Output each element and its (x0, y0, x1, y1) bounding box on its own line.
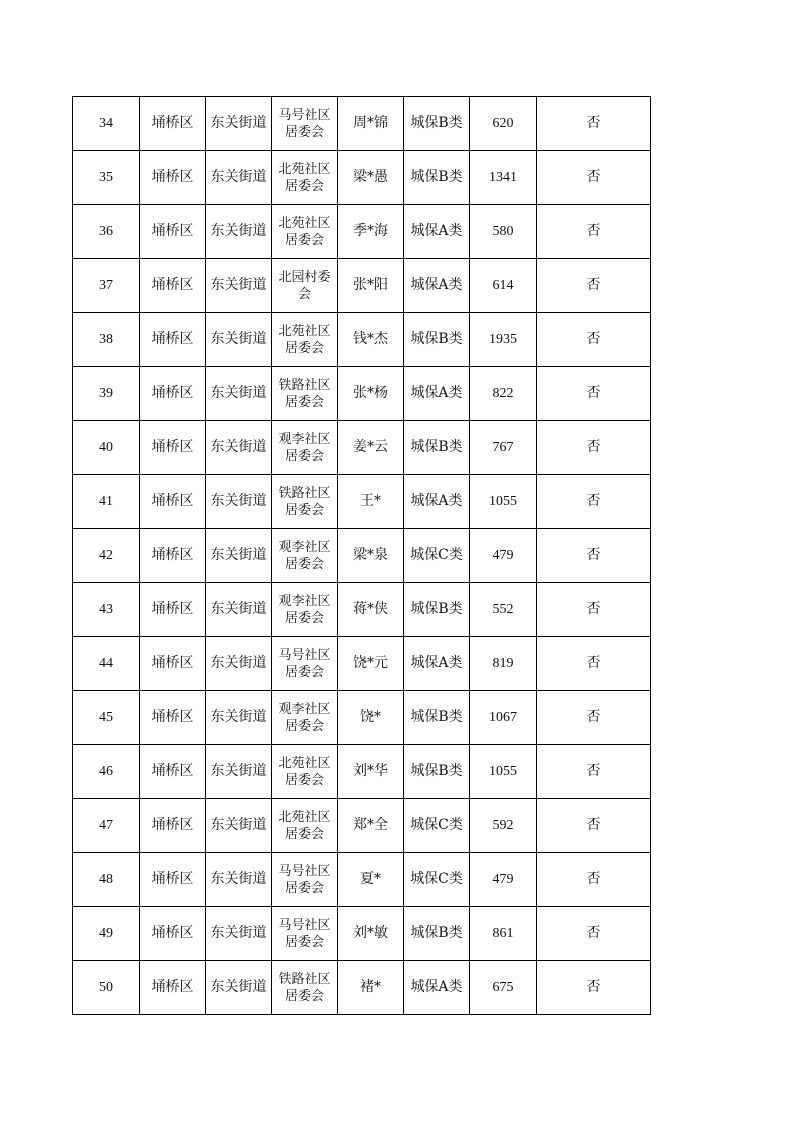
data-table (72, 96, 651, 1015)
street-cell: 东关街道 (206, 853, 272, 907)
row-number-cell: 38 (73, 313, 140, 367)
name-cell: 王* (338, 475, 404, 529)
name-cell: 褚* (338, 961, 404, 1015)
table-row (73, 313, 651, 367)
name-cell: 周*锦 (338, 97, 404, 151)
district-cell: 埇桥区 (140, 205, 206, 259)
category-cell: 城保A类 (404, 367, 470, 421)
flag-cell: 否 (537, 583, 651, 637)
street-cell: 东关街道 (206, 421, 272, 475)
table-row (73, 367, 651, 421)
community-cell: 观李社区居委会 (272, 421, 338, 475)
category-cell: 城保B类 (404, 151, 470, 205)
row-number-cell: 37 (73, 259, 140, 313)
category-cell: 城保B类 (404, 313, 470, 367)
row-number-cell: 46 (73, 745, 140, 799)
amount-cell: 620 (470, 97, 537, 151)
table-row (73, 475, 651, 529)
community-cell: 北苑社区居委会 (272, 205, 338, 259)
amount-cell: 819 (470, 637, 537, 691)
district-cell: 埇桥区 (140, 313, 206, 367)
flag-cell: 否 (537, 367, 651, 421)
community-cell: 观李社区居委会 (272, 583, 338, 637)
district-cell: 埇桥区 (140, 367, 206, 421)
community-cell: 马号社区居委会 (272, 97, 338, 151)
flag-cell: 否 (537, 205, 651, 259)
name-cell: 刘*华 (338, 745, 404, 799)
district-cell: 埇桥区 (140, 97, 206, 151)
table-row (73, 259, 651, 313)
category-cell: 城保B类 (404, 97, 470, 151)
amount-cell: 822 (470, 367, 537, 421)
table-row (73, 907, 651, 961)
flag-cell: 否 (537, 421, 651, 475)
street-cell: 东关街道 (206, 907, 272, 961)
district-cell: 埇桥区 (140, 637, 206, 691)
community-cell: 北园村委会 (272, 259, 338, 313)
amount-cell: 767 (470, 421, 537, 475)
name-cell: 夏* (338, 853, 404, 907)
category-cell: 城保B类 (404, 421, 470, 475)
name-cell: 梁*愚 (338, 151, 404, 205)
row-number-cell: 42 (73, 529, 140, 583)
district-cell: 埇桥区 (140, 151, 206, 205)
name-cell: 梁*泉 (338, 529, 404, 583)
flag-cell: 否 (537, 637, 651, 691)
flag-cell: 否 (537, 961, 651, 1015)
street-cell: 东关街道 (206, 529, 272, 583)
table-row (73, 151, 651, 205)
row-number-cell: 41 (73, 475, 140, 529)
amount-cell: 580 (470, 205, 537, 259)
amount-cell: 861 (470, 907, 537, 961)
row-number-cell: 34 (73, 97, 140, 151)
name-cell: 蒋*侠 (338, 583, 404, 637)
flag-cell: 否 (537, 151, 651, 205)
amount-cell: 479 (470, 529, 537, 583)
row-number-cell: 36 (73, 205, 140, 259)
name-cell: 刘*敏 (338, 907, 404, 961)
community-cell: 马号社区居委会 (272, 907, 338, 961)
street-cell: 东关街道 (206, 313, 272, 367)
table-row (73, 745, 651, 799)
amount-cell: 1055 (470, 475, 537, 529)
amount-cell: 1935 (470, 313, 537, 367)
amount-cell: 1341 (470, 151, 537, 205)
name-cell: 姜*云 (338, 421, 404, 475)
name-cell: 季*海 (338, 205, 404, 259)
category-cell: 城保A类 (404, 205, 470, 259)
table-row (73, 853, 651, 907)
district-cell: 埇桥区 (140, 421, 206, 475)
flag-cell: 否 (537, 529, 651, 583)
street-cell: 东关街道 (206, 475, 272, 529)
community-cell: 北苑社区居委会 (272, 799, 338, 853)
community-cell: 北苑社区居委会 (272, 151, 338, 205)
amount-cell: 614 (470, 259, 537, 313)
row-number-cell: 43 (73, 583, 140, 637)
row-number-cell: 40 (73, 421, 140, 475)
flag-cell: 否 (537, 907, 651, 961)
street-cell: 东关街道 (206, 583, 272, 637)
district-cell: 埇桥区 (140, 259, 206, 313)
row-number-cell: 47 (73, 799, 140, 853)
community-cell: 观李社区居委会 (272, 691, 338, 745)
row-number-cell: 35 (73, 151, 140, 205)
district-cell: 埇桥区 (140, 799, 206, 853)
category-cell: 城保C类 (404, 853, 470, 907)
name-cell: 张*阳 (338, 259, 404, 313)
amount-cell: 592 (470, 799, 537, 853)
category-cell: 城保C类 (404, 529, 470, 583)
district-cell: 埇桥区 (140, 691, 206, 745)
flag-cell: 否 (537, 313, 651, 367)
row-number-cell: 44 (73, 637, 140, 691)
amount-cell: 675 (470, 961, 537, 1015)
amount-cell: 1067 (470, 691, 537, 745)
category-cell: 城保A类 (404, 961, 470, 1015)
row-number-cell: 48 (73, 853, 140, 907)
flag-cell: 否 (537, 97, 651, 151)
street-cell: 东关街道 (206, 745, 272, 799)
street-cell: 东关街道 (206, 259, 272, 313)
amount-cell: 552 (470, 583, 537, 637)
category-cell: 城保C类 (404, 799, 470, 853)
table-row (73, 205, 651, 259)
category-cell: 城保B类 (404, 583, 470, 637)
table-row (73, 97, 651, 151)
community-cell: 北苑社区居委会 (272, 313, 338, 367)
community-cell: 观李社区居委会 (272, 529, 338, 583)
community-cell: 北苑社区居委会 (272, 745, 338, 799)
row-number-cell: 49 (73, 907, 140, 961)
district-cell: 埇桥区 (140, 961, 206, 1015)
row-number-cell: 45 (73, 691, 140, 745)
district-cell: 埇桥区 (140, 853, 206, 907)
table-row (73, 799, 651, 853)
category-cell: 城保B类 (404, 907, 470, 961)
flag-cell: 否 (537, 475, 651, 529)
district-cell: 埇桥区 (140, 745, 206, 799)
table-row (73, 583, 651, 637)
row-number-cell: 50 (73, 961, 140, 1015)
street-cell: 东关街道 (206, 961, 272, 1015)
table-row (73, 961, 651, 1015)
community-cell: 铁路社区居委会 (272, 367, 338, 421)
table-body (73, 97, 651, 1015)
district-cell: 埇桥区 (140, 583, 206, 637)
category-cell: 城保B类 (404, 691, 470, 745)
table-row (73, 529, 651, 583)
name-cell: 饶* (338, 691, 404, 745)
name-cell: 钱*杰 (338, 313, 404, 367)
street-cell: 东关街道 (206, 799, 272, 853)
name-cell: 郑*全 (338, 799, 404, 853)
table-row (73, 637, 651, 691)
flag-cell: 否 (537, 799, 651, 853)
flag-cell: 否 (537, 853, 651, 907)
community-cell: 马号社区居委会 (272, 853, 338, 907)
amount-cell: 479 (470, 853, 537, 907)
name-cell: 张*杨 (338, 367, 404, 421)
district-cell: 埇桥区 (140, 907, 206, 961)
street-cell: 东关街道 (206, 691, 272, 745)
row-number-cell: 39 (73, 367, 140, 421)
district-cell: 埇桥区 (140, 475, 206, 529)
amount-cell: 1055 (470, 745, 537, 799)
table-row (73, 691, 651, 745)
flag-cell: 否 (537, 691, 651, 745)
table-row (73, 421, 651, 475)
community-cell: 铁路社区居委会 (272, 475, 338, 529)
category-cell: 城保A类 (404, 259, 470, 313)
name-cell: 饶*元 (338, 637, 404, 691)
street-cell: 东关街道 (206, 97, 272, 151)
community-cell: 铁路社区居委会 (272, 961, 338, 1015)
flag-cell: 否 (537, 745, 651, 799)
category-cell: 城保B类 (404, 745, 470, 799)
street-cell: 东关街道 (206, 151, 272, 205)
category-cell: 城保A类 (404, 475, 470, 529)
flag-cell: 否 (537, 259, 651, 313)
community-cell: 马号社区居委会 (272, 637, 338, 691)
street-cell: 东关街道 (206, 205, 272, 259)
district-cell: 埇桥区 (140, 529, 206, 583)
category-cell: 城保A类 (404, 637, 470, 691)
street-cell: 东关街道 (206, 367, 272, 421)
street-cell: 东关街道 (206, 637, 272, 691)
